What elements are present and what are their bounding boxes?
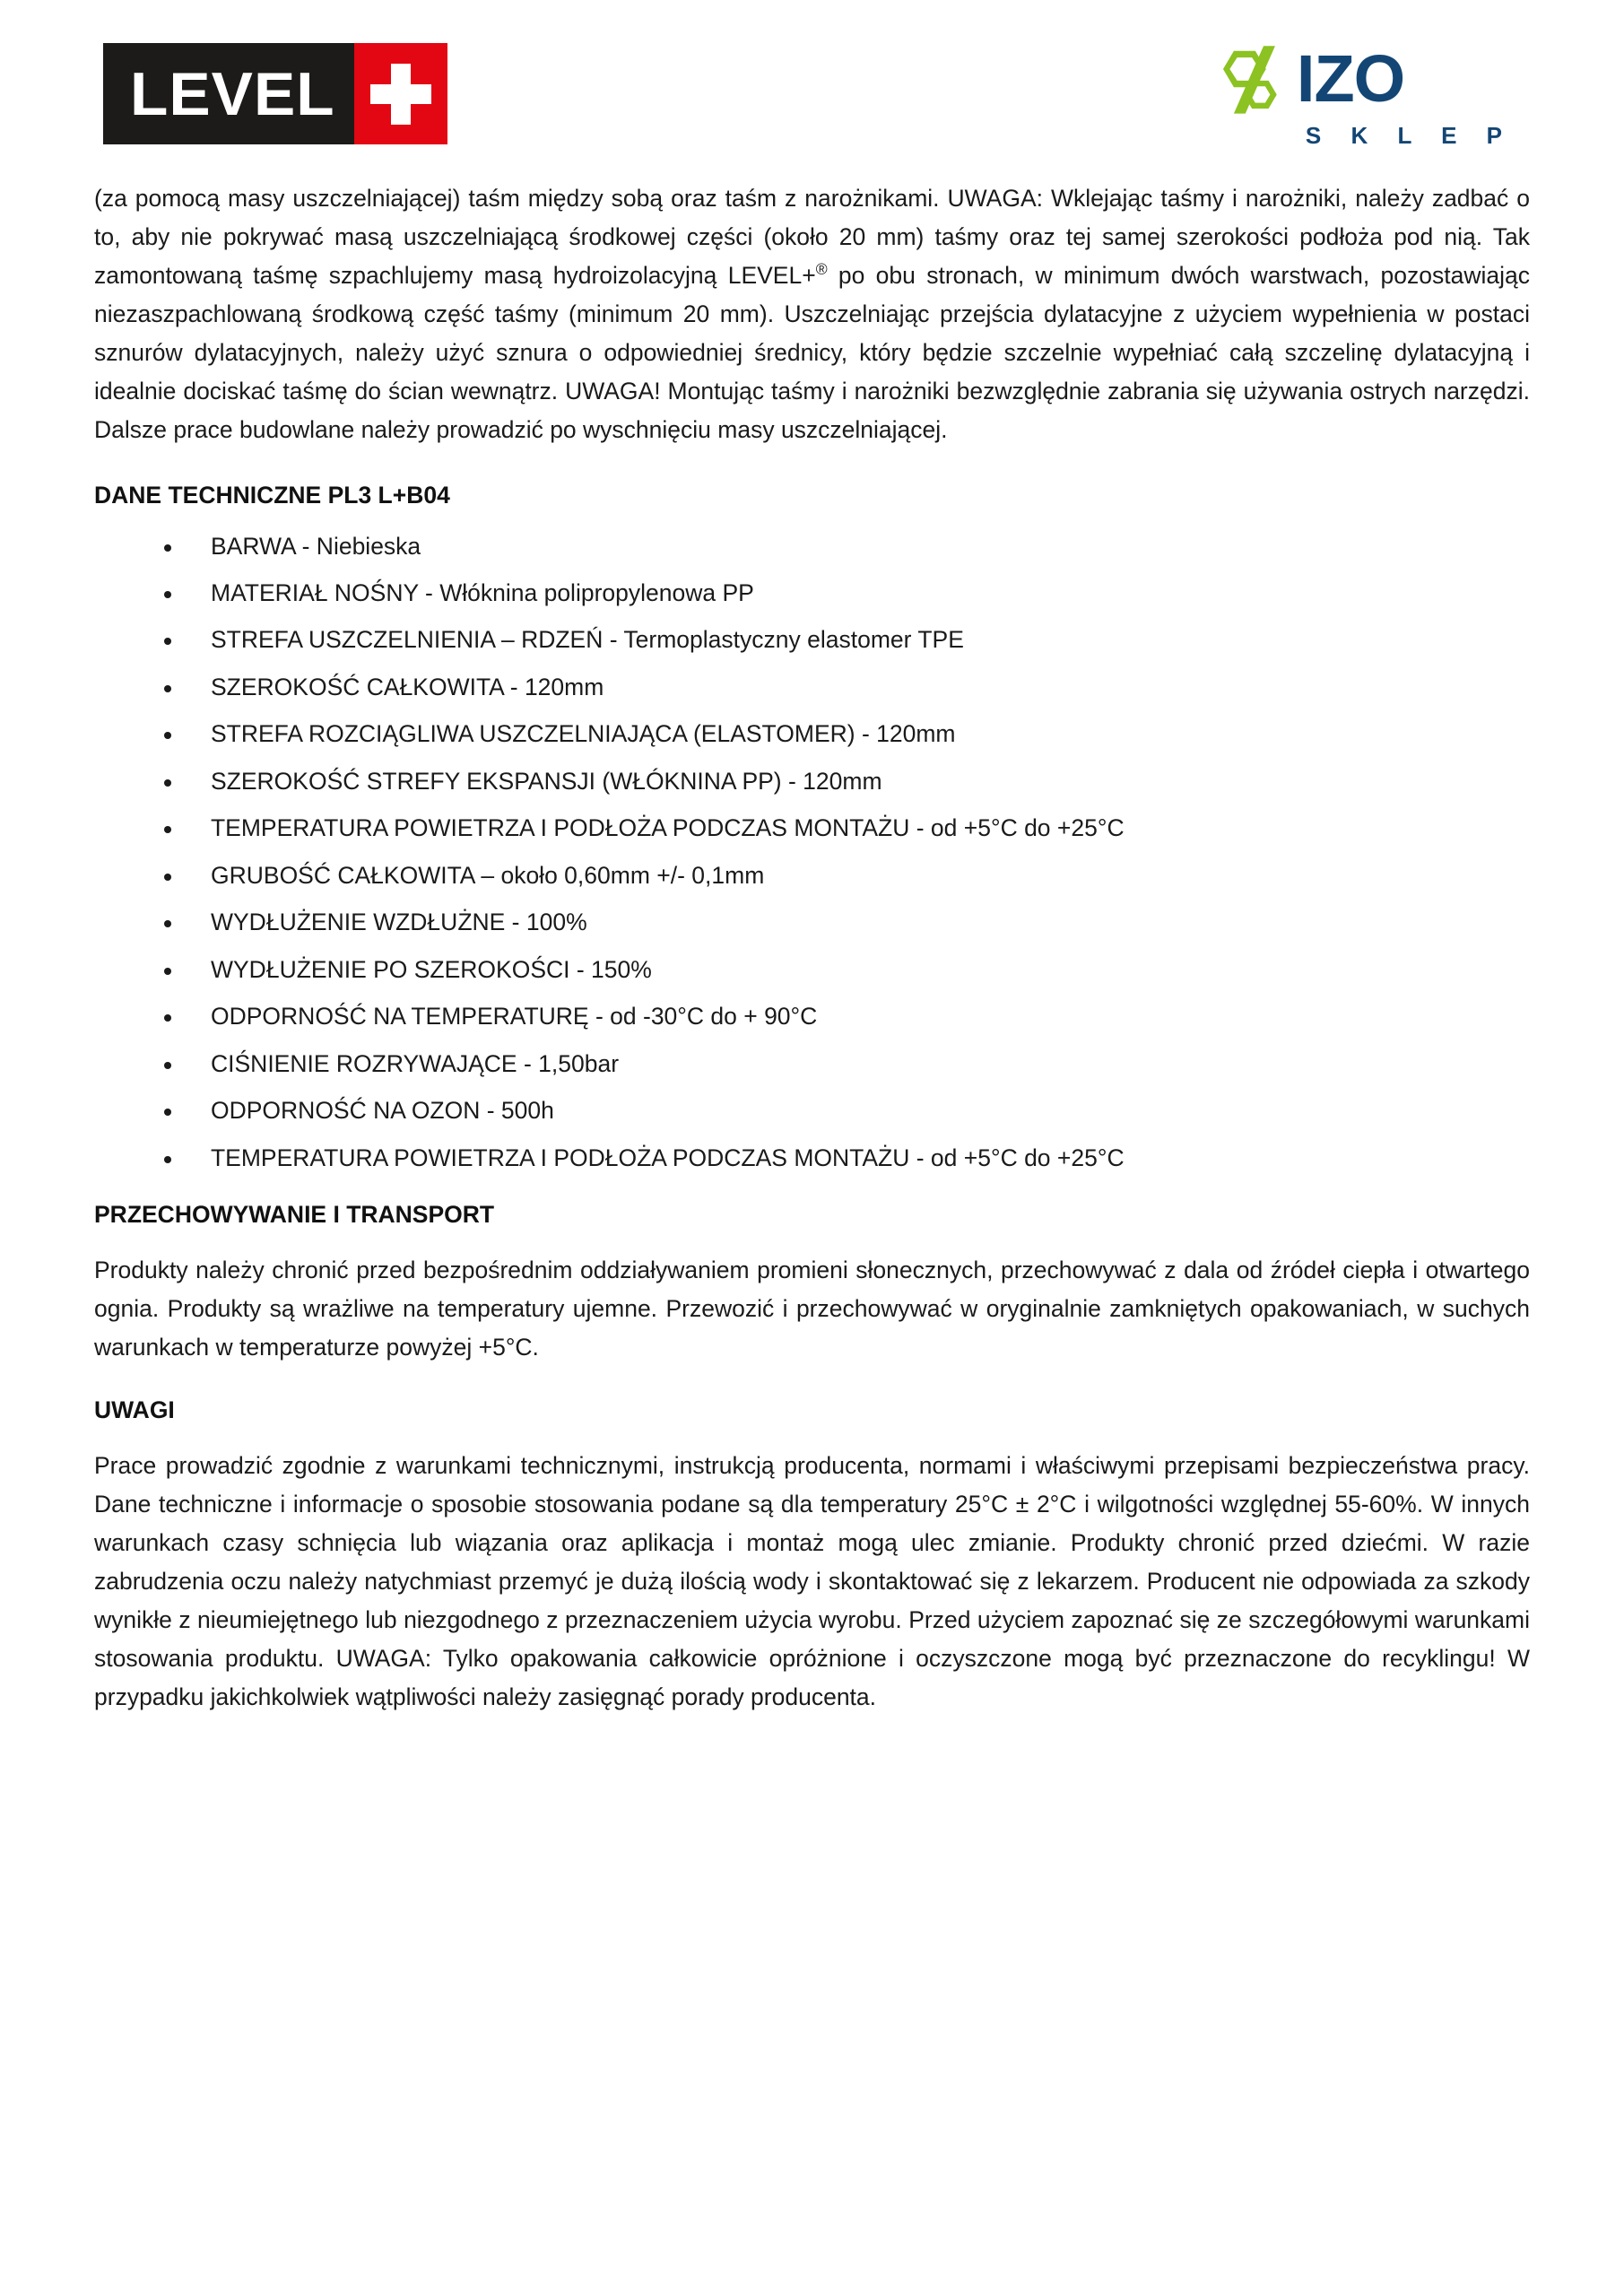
notes-heading: UWAGI (94, 1396, 175, 1423)
level-logo-wordmark: LEVEL (130, 59, 335, 128)
storage-heading: PRZECHOWYWANIE I TRANSPORT (94, 1201, 495, 1229)
izo-logo-row (1212, 38, 1404, 120)
izo-hexagon-mark-icon (1212, 38, 1295, 120)
list-item: MATERIAŁ NOŚNY - Włóknina polipropylenowa PP (94, 579, 1530, 606)
tech-data-list (94, 533, 1530, 1172)
intro-paragraph-part1: (za pomocą masy uszczelniającej) taśm między sobą oraz taśm z narożnikami. UWAGA: Wklejając taśmy i narożniki, należy zadbać o to, aby nie pokrywać masą uszczelniającą środkowej części (około 20 mm) taśmy oraz tej samej szerokości podłoża pod nią. Tak zamontowaną taśmę szpachlujemy masą hydroizolacyjną LEVEL+ (94, 185, 1530, 289)
list-item: WYDŁUŻENIE WZDŁUŻNE - 100% (94, 909, 1530, 935)
document-content (0, 179, 1624, 1717)
list-item: CIŚNIENIE ROZRYWAJĄCE - 1,50bar (94, 1050, 1530, 1077)
izo-logo-wordmark: IZO (1296, 40, 1405, 116)
list-item: TEMPERATURA POWIETRZA I PODŁOŻA PODCZAS MONTAŻU - od +5°C do +25°C (94, 814, 1530, 841)
list-item: BARWA - Niebieska (94, 533, 1530, 560)
intro-paragraph (94, 179, 1530, 448)
plus-icon-horizontal-bar (370, 84, 431, 104)
list-item: ODPORNOŚĆ NA OZON - 500h (94, 1097, 1530, 1124)
list-item: STREFA ROZCIĄGLIWA USZCZELNIAJĄCA (ELASTOMER) - 120mm (94, 720, 1530, 747)
list-item: TEMPERATURA POWIETRZA I PODŁOŻA PODCZAS MONTAŻU - od +5°C do +25°C (94, 1144, 1530, 1171)
list-item: STREFA USZCZELNIENIA – RDZEŃ - Termoplastyczny elastomer TPE (94, 626, 1530, 653)
list-item: ODPORNOŚĆ NA TEMPERATURĘ - od -30°C do + 90°C (94, 1003, 1530, 1030)
intro-paragraph-part2: po obu stronach, w minimum dwóch warstwach, pozostawiając niezaszpachlowaną środkową część taśmy (minimum 20 mm). Uszczelniając przejścia dylatacyjne z użyciem wypełnienia w postaci sznurów dylatacyjnych, należy użyć sznura o odpowiedniej średnicy, który będzie szczelnie wypełniać całą szczelinę dylatacyjną i idealnie dociskać taśmę do ścian wewnątrz. UWAGA! Montując taśmy i narożniki bezwzględnie zabrania się używania ostrych narzędzi. Dalsze prace budowlane należy prowadzić po wyschnięciu masy uszczelniającej. (94, 261, 1530, 443)
document-header (0, 0, 1624, 179)
level-logo-black-panel (103, 43, 354, 144)
list-item: SZEROKOŚĆ CAŁKOWITA - 120mm (94, 674, 1530, 700)
tech-data-heading: DANE TECHNICZNE PL3 L+B04 (94, 482, 450, 509)
list-item: SZEROKOŚĆ STREFY EKSPANSJI (WŁÓKNINA PP) - 120mm (94, 768, 1530, 795)
izo-sklep-logo (1212, 38, 1514, 150)
list-item: WYDŁUŻENIE PO SZEROKOŚCI - 150% (94, 956, 1530, 983)
registered-trademark-symbol: ® (815, 260, 828, 279)
notes-paragraph: Prace prowadzić zgodnie z warunkami technicznymi, instrukcją producenta, normami i właściwymi przepisami bezpieczeństwa pracy. Dane techniczne i informacje o sposobie stosowania podane są dla temperatury 25°C ± 2°C i wilgotności względnej 55-60%. W innych warunkach czasy schnięcia lub wiązania oraz aplikacja i montaż mogą ulec zmianie. Produkty chronić przed dziećmi. W razie zabrudzenia oczu należy natychmiast przemyć je dużą ilością wody i skontaktować się z lekarzem. Producent nie odpowiada za szkody wynikłe z nieumiejętnego lub niezgodnego z przeznaczeniem użycia wyrobu. Przed użyciem zapoznać się ze szczegółowymi warunkami stosowania produktu. UWAGA: Tylko opakowania całkowicie opróżnione i oczyszczone mogą być przeznaczone do recyklingu! W przypadku jakichkolwiek wątpliwości należy zasięgnąć porady producenta. (94, 1452, 1530, 1710)
izo-logo-subtitle: S K L E P (1305, 122, 1514, 149)
storage-paragraph: Produkty należy chronić przed bezpośrednim oddziaływaniem promieni słonecznych, przechowywać z dala od źródeł ciepła i otwartego ognia. Produkty są wrażliwe na temperatury ujemne. Przewozić i przechowywać w oryginalnie zamkniętych opakowaniach, w suchych warunkach w temperaturze powyżej +5°C. (94, 1257, 1530, 1361)
list-item: GRUBOŚĆ CAŁKOWITA – około 0,60mm +/- 0,1mm (94, 862, 1530, 889)
level-plus-logo (103, 43, 447, 144)
level-logo-plus-icon (354, 43, 447, 144)
